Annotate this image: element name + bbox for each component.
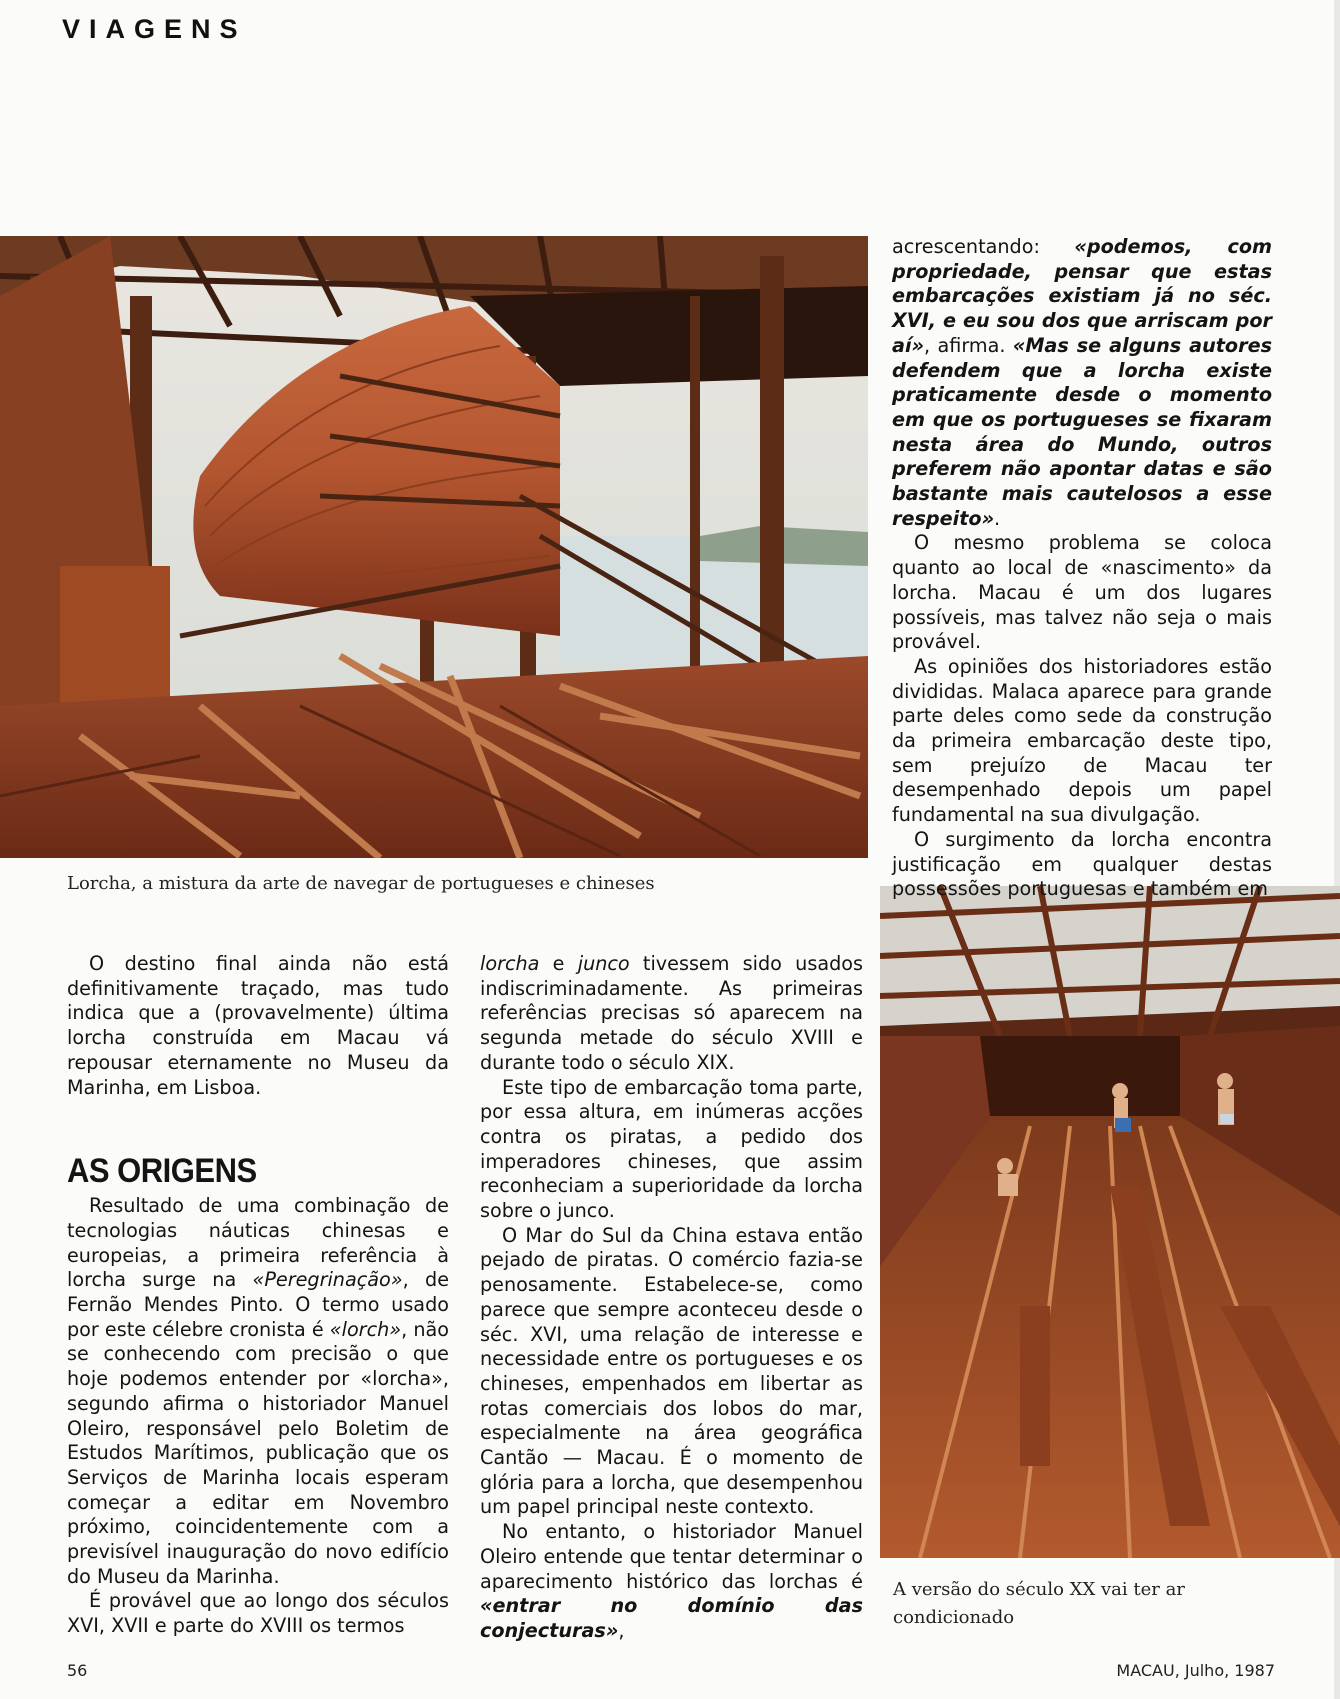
- quote: «entrar no domínio das conjecturas»: [480, 1594, 863, 1642]
- text-run: tivessem sido usados indiscriminadamente. As primeiras referências precisas só aparecem na segunda metade do século XVIII e durante todo o século XIX.: [480, 952, 863, 1074]
- text-run: e: [539, 952, 578, 975]
- text-column-3: [892, 235, 1272, 902]
- photo-caption-top: Lorcha, a mistura da arte de navegar de portugueses e chineses: [67, 873, 655, 894]
- term: «lorch»: [329, 1317, 402, 1341]
- text-run: , não se conhecendo com precisão o que hoje podemos entender por «lorcha», segundo afirma o historiador Manuel Oleiro, responsável pelo Boletim de Estudos Marítimos, publicação que os Serviços de Marinha locais esperam começar a editar em Novembro próximo, coincidentemente com a previsível inauguração do novo edifício do Museu da Marinha.: [67, 1317, 449, 1588]
- photo-hull-interior: [880, 886, 1340, 1558]
- book-title: «Peregrinação»: [252, 1268, 403, 1292]
- paragraph: [480, 952, 863, 1076]
- publication-footer: MACAU, Julho, 1987: [1116, 1661, 1275, 1680]
- quote: «Mas se alguns autores defendem que a lorcha existe praticamente desde o momento em que os portugueses se fixaram nesta área do Mundo, outros preferem não apontar datas e são bastante mais cautelosos a esse respeito»: [892, 333, 1272, 530]
- paragraph: O Mar do Sul da China estava então pejado de piratas. O comércio fazia-se penosamente. Estabelece-se, como parece que sempre aconteceu desde o séc. XVI, uma relação de interesse e necessidade entre os portugueses e os chineses, empenhados em libertar as rotas comerciais dos lobos do mar, especialmente na área geográfica Cantão — Macau. É o momento de glória para a lorcha, que desempenhou um papel principal neste contexto.: [480, 1223, 863, 1519]
- text-column-1: [67, 952, 449, 1639]
- text-run: , afirma.: [924, 333, 1013, 357]
- text-run: , de Fernão Mendes Pinto. O termo usado por este célebre cronista é: [67, 1268, 449, 1341]
- text-run: acrescentando:: [892, 235, 1075, 258]
- paragraph: O mesmo problema se coloca quanto ao local de «nascimento» da lorcha. Macau é um dos lugares possíveis, mas talvez não seja o mais provável.: [892, 531, 1272, 654]
- quote: «podemos, com propriedade, pensar que estas embarcações existiam já no séc. XVI, e eu sou dos que arriscam por aí»: [892, 235, 1273, 357]
- text-column-2: [480, 952, 863, 1644]
- page-number: 56: [67, 1661, 88, 1680]
- photo-caption-bottom: [893, 1576, 1185, 1632]
- paragraph: [892, 235, 1272, 531]
- text-run: .: [994, 506, 1001, 530]
- text-run: Resultado de uma combinação de tecnologias náuticas chinesas e europeias, a primeira referência à lorcha surge na: [67, 1194, 449, 1292]
- photo-caption-bottom-line-1: A versão do século XX vai ter ar: [893, 1579, 1185, 1600]
- paragraph: As opiniões dos historiadores estão divididas. Malaca aparece para grande parte deles como sede da construção da primeira embarcação deste tipo, sem prejuízo de Macau ter desempenhado depois um papel fundamental na sua divulgação.: [892, 654, 1272, 827]
- photo-lorcha-construction: [0, 236, 868, 858]
- term: lorcha: [480, 952, 540, 975]
- paragraph: Este tipo de embarcação toma parte, por essa altura, em inúmeras acções contra os piratas, a pedido dos imperadores chineses, que assim reconheciam a superioridade da lorcha sobre o junco.: [480, 1075, 863, 1223]
- term: junco: [577, 952, 630, 975]
- text-run: No entanto, o historiador Manuel Oleiro entende que tentar determinar o aparecimento histórico das lorchas é: [480, 1520, 863, 1593]
- paragraph: É provável que ao longo dos séculos XVI, XVII e parte do XVIII os termos: [67, 1589, 449, 1638]
- section-label: VIAGENS: [62, 14, 247, 44]
- text-run: ,: [618, 1618, 625, 1642]
- paragraph: O destino final ainda não está definitivamente traçado, mas tudo indica que a (provavelmente) última lorcha construída em Macau vá repousar eternamente no Museu da Marinha, em Lisboa.: [67, 952, 449, 1099]
- paragraph: [67, 1194, 449, 1589]
- section-heading: AS ORIGENS: [67, 1151, 257, 1190]
- photo-caption-bottom-line-2: condicionado: [893, 1607, 1015, 1628]
- paragraph: [480, 1520, 863, 1644]
- paragraph: O surgimento da lorcha encontra justificação em qualquer destas possessões portuguesas e também em: [892, 827, 1272, 901]
